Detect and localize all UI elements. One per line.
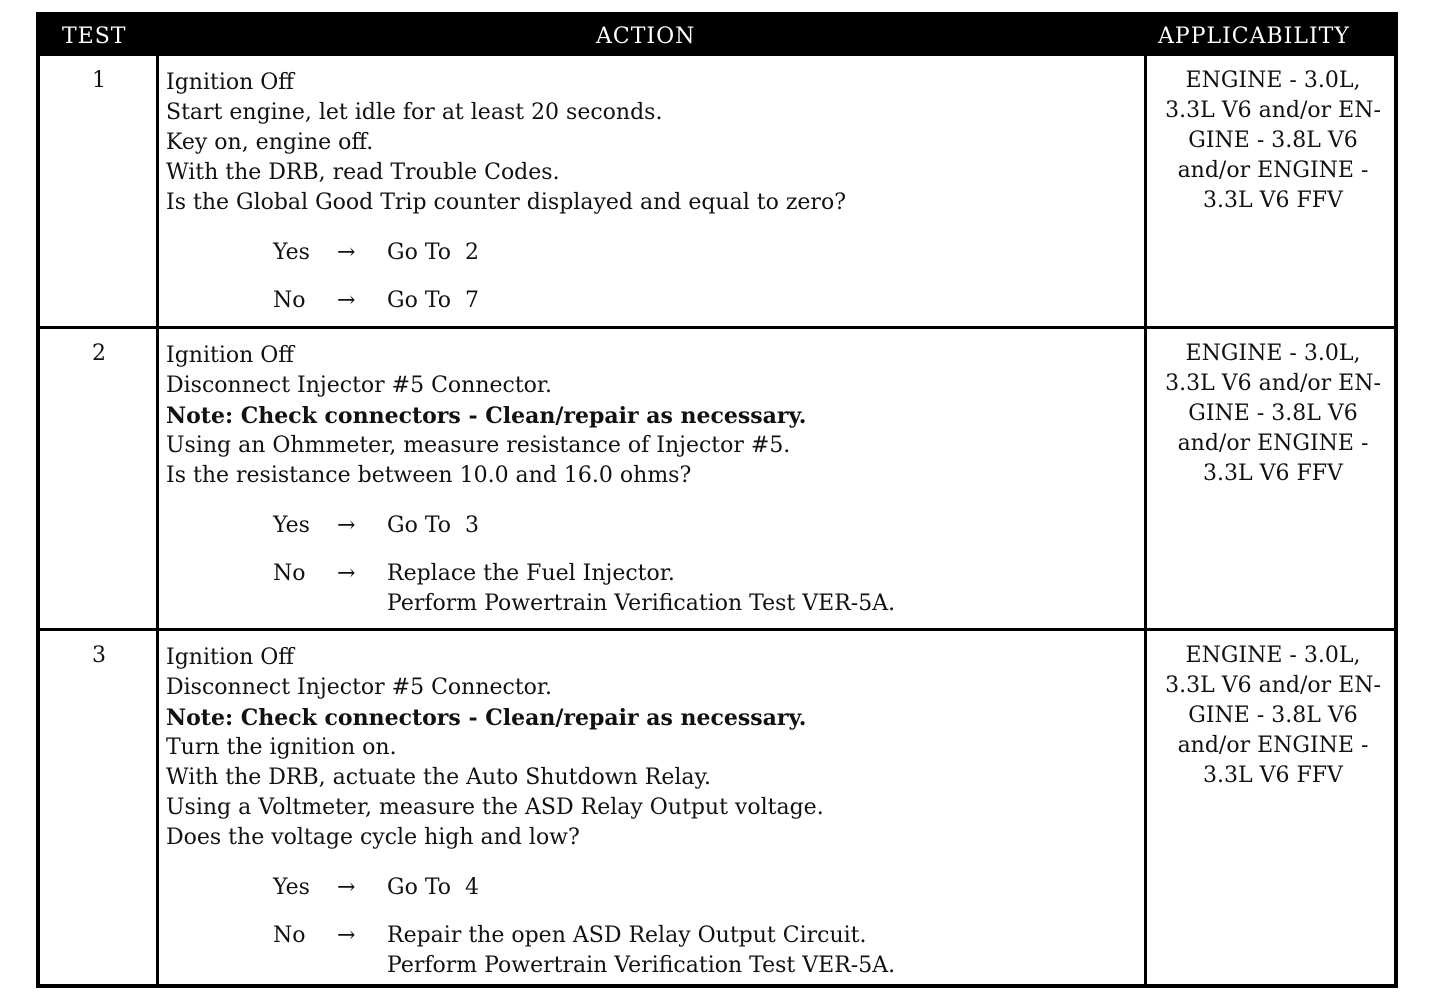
table-header (40, 16, 1394, 56)
action-line: Ignition Off (166, 645, 294, 670)
action-line: Disconnect Injector #5 Connector. (166, 373, 553, 398)
yes-choice (166, 511, 806, 541)
applicability-line: GINE - 3.8L V6 (1188, 128, 1358, 153)
yes-result: Go To 2 (387, 240, 480, 265)
test-number: 3 (92, 643, 106, 668)
no-label: No (273, 923, 306, 948)
applicability-line: and/or ENGINE - (1177, 158, 1369, 183)
yes-choice (166, 873, 824, 903)
applicability-line: and/or ENGINE - (1177, 431, 1369, 456)
action-line: With the DRB, actuate the Auto Shutdown Relay. (166, 765, 712, 790)
header-test: TEST (62, 24, 127, 49)
action-note: Note: Check connectors - Clean/repair as necessary. (166, 403, 807, 429)
applicability-cell (1152, 66, 1394, 216)
no-choice (166, 559, 896, 619)
action-line: Is the resistance between 10.0 and 16.0 ohms? (166, 463, 692, 488)
applicability-cell (1152, 339, 1394, 489)
no-result-line: Repair the open ASD Relay Output Circuit. (387, 923, 867, 948)
applicability-line: ENGINE - 3.0L, (1185, 643, 1361, 668)
applicability-line: and/or ENGINE - (1177, 733, 1369, 758)
no-choice (166, 921, 896, 981)
no-result: Go To 7 (387, 288, 480, 313)
action-cell (166, 341, 896, 619)
no-result-line: Perform Powertrain Verification Test VER-5A. (387, 591, 896, 616)
arrow-icon: → (337, 513, 356, 538)
action-line: Disconnect Injector #5 Connector. (166, 675, 553, 700)
arrow-icon: → (337, 923, 356, 948)
action-note: Note: Check connectors - Clean/repair as necessary. (166, 705, 807, 731)
no-result (387, 921, 895, 981)
table-row-2 (40, 326, 1394, 628)
yes-choice (166, 238, 846, 268)
arrow-icon: → (337, 288, 356, 313)
applicability-cell (1152, 641, 1394, 791)
no-result-line: Perform Powertrain Verification Test VER-5A. (387, 953, 896, 978)
action-line: Key on, engine off. (166, 130, 374, 155)
action-line: Using a Voltmeter, measure the ASD Relay Output voltage. (166, 795, 824, 820)
yes-result: Go To 3 (387, 513, 480, 538)
no-label: No (273, 288, 306, 313)
header-action: ACTION (596, 24, 696, 49)
applicability-line: 3.3L V6 and/or EN- (1165, 371, 1381, 396)
applicability-line: 3.3L V6 and/or EN- (1165, 673, 1381, 698)
applicability-line: 3.3L V6 FFV (1203, 763, 1343, 788)
action-line: Using an Ohmmeter, measure resistance of Injector #5. (166, 433, 791, 458)
action-line: Ignition Off (166, 70, 294, 95)
applicability-line: 3.3L V6 and/or EN- (1165, 98, 1381, 123)
test-number: 2 (92, 341, 106, 366)
applicability-line: ENGINE - 3.0L, (1185, 68, 1361, 93)
test-number: 1 (92, 68, 106, 93)
table-row-3 (40, 628, 1394, 984)
table-row-1 (40, 56, 1394, 326)
diagnostic-test-table (36, 12, 1398, 988)
arrow-icon: → (337, 561, 356, 586)
applicability-line: GINE - 3.8L V6 (1188, 703, 1358, 728)
no-label: No (273, 561, 306, 586)
action-line: With the DRB, read Trouble Codes. (166, 160, 560, 185)
arrow-icon: → (337, 240, 356, 265)
no-choice (166, 286, 846, 316)
yes-result: Go To 4 (387, 875, 480, 900)
yes-label: Yes (273, 513, 310, 538)
action-line: Turn the ignition on. (166, 735, 397, 760)
applicability-line: ENGINE - 3.0L, (1185, 341, 1361, 366)
action-line: Is the Global Good Trip counter displayed and equal to zero? (166, 190, 846, 215)
action-line: Ignition Off (166, 343, 294, 368)
action-line: Start engine, let idle for at least 20 seconds. (166, 100, 663, 125)
action-line: Does the voltage cycle high and low? (166, 825, 580, 850)
yes-label: Yes (273, 240, 310, 265)
yes-label: Yes (273, 875, 310, 900)
applicability-line: GINE - 3.8L V6 (1188, 401, 1358, 426)
applicability-line: 3.3L V6 FFV (1203, 461, 1343, 486)
action-cell (166, 68, 846, 316)
applicability-line: 3.3L V6 FFV (1203, 188, 1343, 213)
header-applicability: APPLICABILITY (1158, 24, 1350, 49)
no-result-line: Replace the Fuel Injector. (387, 561, 675, 586)
no-result (387, 559, 895, 619)
arrow-icon: → (337, 875, 356, 900)
action-cell (166, 643, 896, 981)
